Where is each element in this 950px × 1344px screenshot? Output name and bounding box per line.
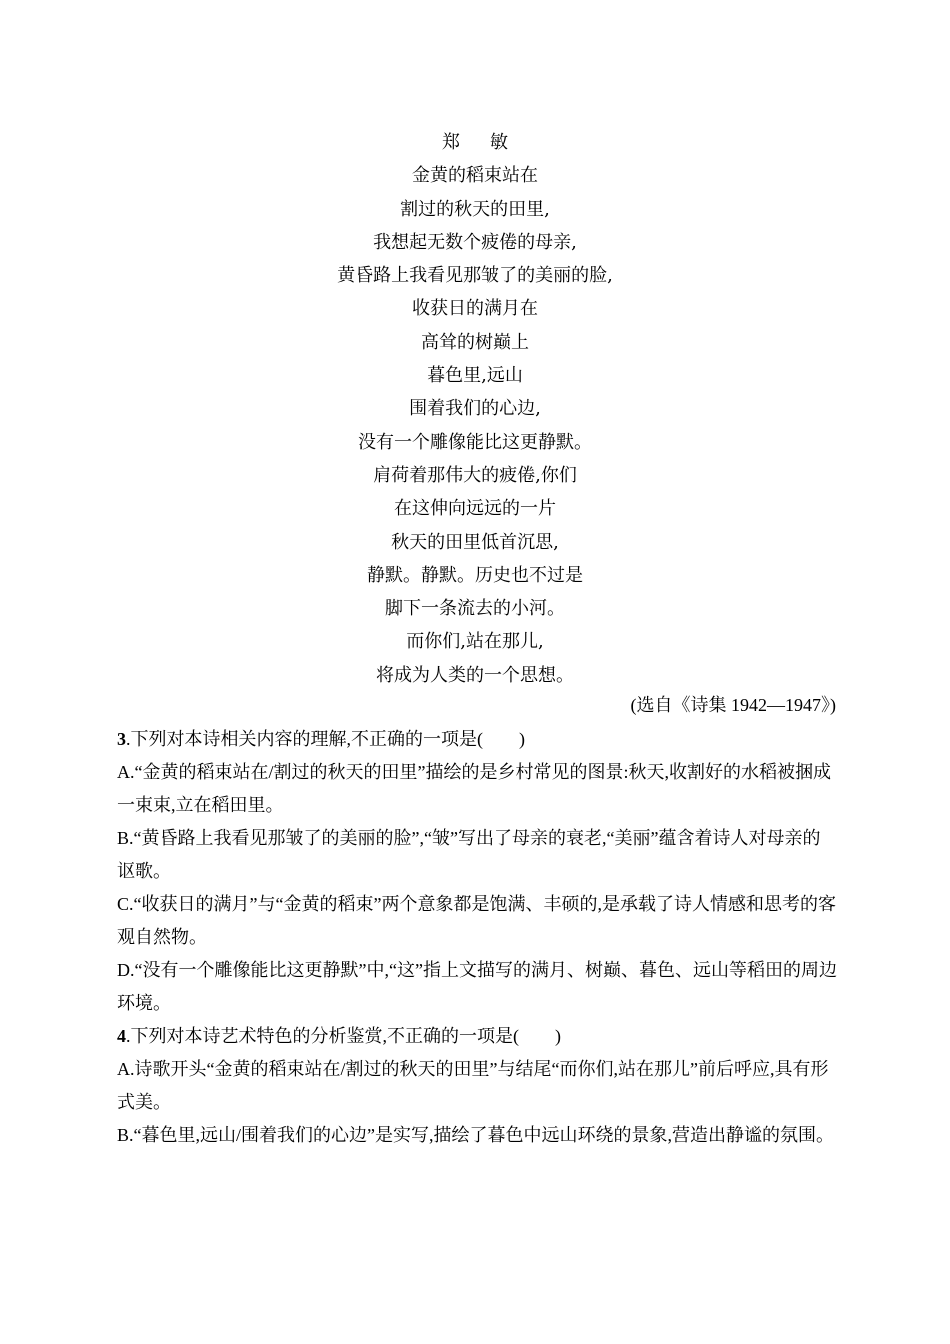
question-4 <box>117 1020 837 1152</box>
question-list <box>117 723 837 1152</box>
poem-line: 肩荷着那伟大的疲倦,你们 <box>373 464 577 486</box>
question-number: 4 <box>117 1026 126 1046</box>
poem-line: 围着我们的心边, <box>409 398 541 420</box>
option-c: C.“收获日的满月”与“金黄的稻束”两个意象都是饱满、丰硕的,是承载了诗人情感和思考的客观自然物。 <box>117 894 836 947</box>
poem <box>0 126 950 692</box>
question-stem <box>117 1020 837 1053</box>
option-b: B.“暮色里,远山/围着我们的心边”是实写,描绘了暮色中远山环绕的景象,营造出静谧的氛围。 <box>117 1125 834 1145</box>
option-a: A.诗歌开头“金黄的稻束站在/割过的秋天的田里”与结尾“而你们,站在那儿”前后呼应,具有形式美。 <box>117 1059 829 1112</box>
poem-line: 收获日的满月在 <box>412 298 538 320</box>
poem-line: 秋天的田里低首沉思, <box>391 531 559 553</box>
poem-line: 在这伸向远远的一片 <box>394 498 556 520</box>
poem-line: 我想起无数个疲倦的母亲, <box>373 231 577 253</box>
question-number: 3 <box>117 729 126 749</box>
poem-line: 割过的秋天的田里, <box>400 198 550 220</box>
poem-author: 郑敏 <box>442 132 538 153</box>
option-a: A.“金黄的稻束站在/割过的秋天的田里”描绘的是乡村常见的图景:秋天,收割好的水稻被捆成一束束,立在稻田里。 <box>117 762 831 815</box>
question-3 <box>117 723 837 1020</box>
poem-line: 而你们,站在那儿, <box>406 631 544 653</box>
poem-line: 没有一个雕像能比这更静默。 <box>358 431 592 453</box>
poem-line: 暮色里,远山 <box>427 365 523 387</box>
poem-line: 黄昏路上我看见那皱了的美丽的脸, <box>337 265 613 287</box>
question-text: .下列对本诗相关内容的理解,不正确的一项是( ) <box>126 729 525 749</box>
question-text: .下列对本诗艺术特色的分析鉴赏,不正确的一项是( ) <box>126 1026 561 1046</box>
poem-line: 静默。静默。历史也不过是 <box>367 564 583 586</box>
poem-line: 金黄的稻束站在 <box>412 165 538 187</box>
poem-line: 脚下一条流去的小河。 <box>385 598 565 620</box>
poem-source: (选自《诗集 1942—1947》) <box>630 695 836 715</box>
poem-line: 高耸的树巅上 <box>421 331 529 353</box>
option-b: B.“黄昏路上我看见那皱了的美丽的脸”,“皱”写出了母亲的衰老,“美丽”蕴含着诗人对母亲的讴歌。 <box>117 828 821 881</box>
question-stem <box>117 723 837 756</box>
option-d: D.“没有一个雕像能比这更静默”中,“这”指上文描写的满月、树巅、暮色、远山等稻田的周边环境。 <box>117 960 837 1013</box>
poem-line: 将成为人类的一个思想。 <box>376 664 574 686</box>
